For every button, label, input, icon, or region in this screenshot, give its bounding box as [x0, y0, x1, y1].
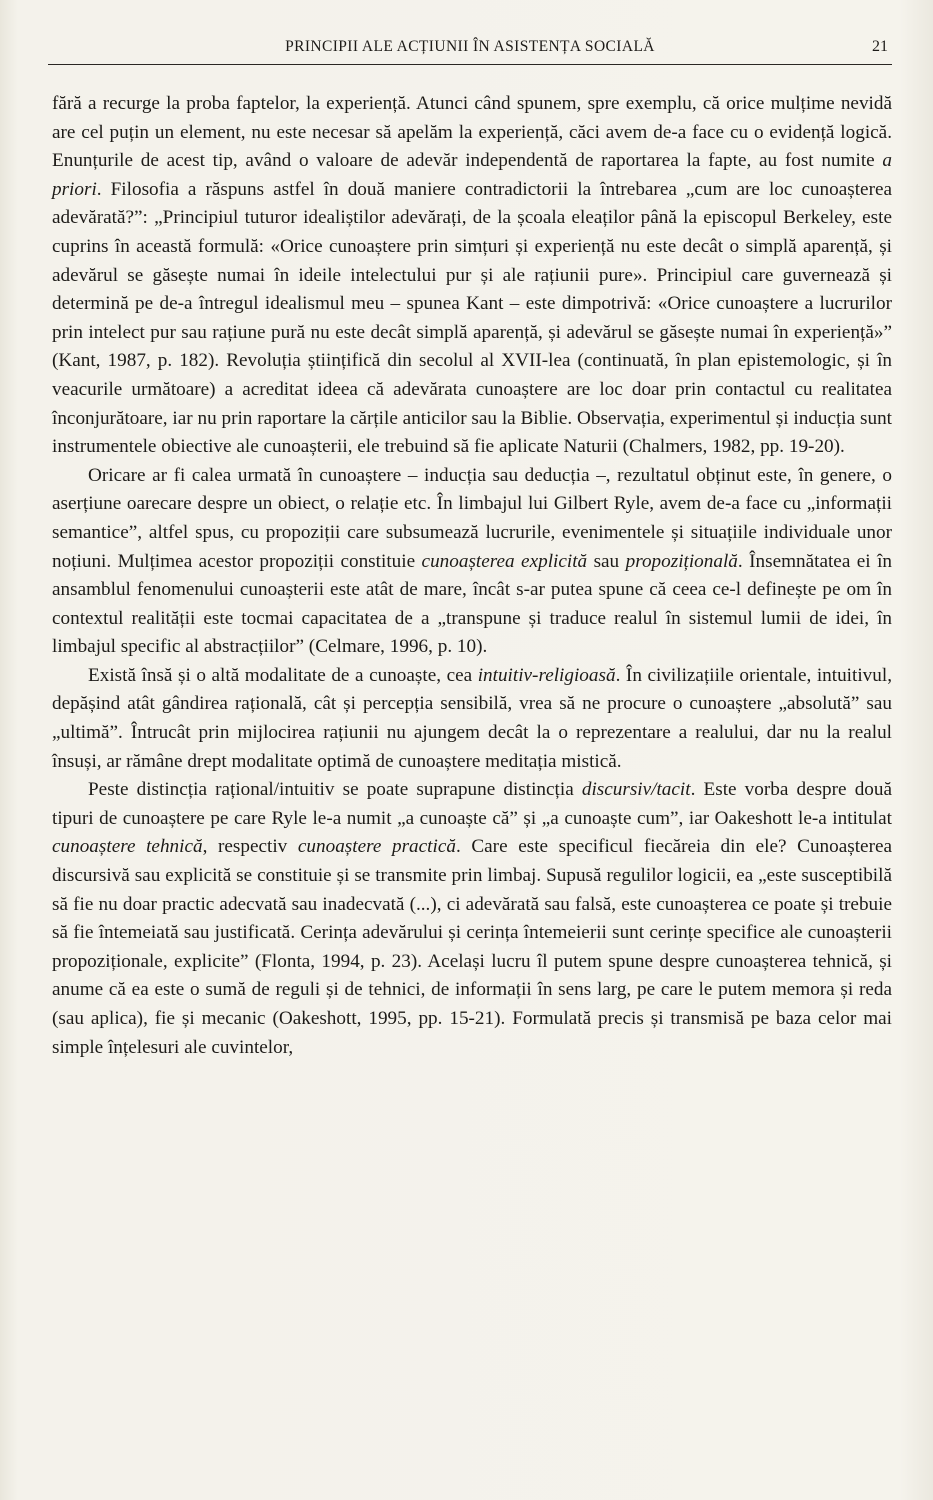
paragraph-3-text-1: Există însă și o altă modalitate de a cunoaște, cea	[88, 664, 478, 686]
paragraph-2-text-1: Oricare ar fi calea urmată în cunoaștere – inducția sau deducția –, rezultatul obținut este, în genere, o aserțiune oarecare despre un obiect, o relație etc. În limbajul lui Gilbert Ryle, avem de-a face cu „informații semantice”, altfel spus, cu propoziții care subsumează lucrurile, evenimentele și situațiile individuale unor noțiuni. Mulțimea acestor propoziții constituie	[52, 464, 892, 572]
paragraph-3-italic-1: intuitiv-religioasă	[477, 664, 616, 686]
paragraph-1-text-1: fără a recurge la proba faptelor, la experiență. Atunci când spunem, spre exemplu, că orice mulțime nevidă are cel puțin un element, nu este necesar să apelăm la experiență, căci avem de-a face cu o evidență logică. Enunțurile de acest tip, având o valoare de adevăr independentă de raportarea la fapte, au fost numite	[52, 93, 892, 172]
paragraph-2-italic-2: propozițională	[625, 550, 738, 572]
running-head	[48, 36, 892, 65]
paragraph-2	[52, 462, 892, 662]
paragraph-4-text-1: Peste distincția rațional/intuitiv se poate suprapune distincția	[88, 779, 582, 801]
paragraph-4	[52, 776, 892, 1062]
paragraph-4-text-3: , respectiv	[202, 836, 298, 858]
body-text	[52, 90, 892, 1062]
paragraph-2-text-2: sau	[587, 550, 626, 572]
paragraph-4-text-2: . Este vorba despre două tipuri de cunoaștere pe care Ryle le-a numit „a cunoaște că” și „a cunoaște cum”, iar Oakeshott le-a intitulat	[52, 779, 892, 829]
paragraph-4-italic-1: discursiv/tacit	[581, 779, 691, 801]
paragraph-1	[52, 90, 892, 462]
paragraph-3	[52, 662, 892, 776]
paragraph-2-italic-1: cunoașterea explicită	[421, 550, 588, 572]
page-number: 21	[872, 38, 888, 55]
paragraph-4-text-4: . Care este specificul fiecăreia din ele? Cunoașterea discursivă sau explicită se constituie și se transmite prin limbaj. Supusă regulilor logicii, ea „este susceptibilă să fie nu doar practic adecvată sau inadecvată (...), ci adevărată sau falsă, este cunoașterea ce poate și trebuie să fie întemeiată sau justificată. Cerința adevărului și cerința întemeierii sunt cerințe specifice ale cunoașterii propoziționale, explicite” (Flonta, 1994, p. 23). Același lucru îl putem spune despre cunoașterea tehnică, și anume că ea este o sumă de reguli și de tehnici, de informații în sens larg, pe care le putem memora și reda (sau aplica), fie și mecanic (Oakeshott, 1995, pp. 15-21). Formulată precis și transmisă pe baza celor mai simple înțelesuri ale cuvintelor,	[52, 836, 892, 1058]
paragraph-1-italic-1: a priori	[52, 150, 892, 200]
paragraph-4-italic-3: cunoaștere practică	[297, 836, 456, 858]
paragraph-2-text-3: . Însemnătatea ei în ansamblul fenomenului cunoașterii este atât de mare, încât s-ar putea spune că ceea ce-l definește pe om în contextul realității este tocmai capacitatea de a „transpune și traduce realul în sistemul lumii de idei, în limbajul specific al abstracțiilor” (Celmare, 1996, p. 10).	[52, 550, 893, 658]
paragraph-1-text-2: . Filosofia a răspuns astfel în două maniere contradictorii la întrebarea „cum are loc cunoașterea adevărată?”: „Principiul tuturor idealiștilor adevărați, de la școala eleaților până la episcopul Berkeley, este cuprins în această formulă: «Orice cunoaștere prin simțuri și experiență nu este decât o simplă aparență, și adevărul se găsește numai în ideile intelectului pur și ale rațiunii pure». Principiul care guvernează și determină pe de-a întregul idealismul meu – spunea Kant – este dimpotrivă: «Orice cunoaștere a lucrurilor prin intelect pur sau rațiune pură nu este decât simplă aparență, și adevărul se găsește numai în experiență»” (Kant, 1987, p. 182). Revoluția științifică din secolul al XVII-lea (continuată, în plan epistemologic, și în veacurile următoare) a acreditat ideea că adevărata cunoaștere are loc doar prin contactul cu realitatea înconjurătoare, iar nu prin raportare la cărțile anticilor sau la Biblie. Observația, experimentul și inducția sunt instrumentele obiective ale cunoașterii, ele trebuind să fie aplicate Naturii (Chalmers, 1982, pp. 19-20).	[52, 178, 892, 458]
running-title: PRINCIPII ALE ACȚIUNII ÎN ASISTENȚA SOCIALĂ	[285, 38, 655, 55]
paragraph-3-text-2: . În civilizațiile orientale, intuitivul, depășind atât gândirea rațională, cât și percepția sensibilă, vrea să ne procure o cunoaștere „absolută” sau „ultimă”. Întrucât prin mijlocirea rațiunii nu ajungem decât la o reprezentare a realului, dar nu la realul însuși, ar rămâne drept modalitate optimă de cunoaștere meditația mistică.	[52, 664, 892, 772]
paragraph-4-italic-2: cunoaștere tehnică	[52, 836, 203, 858]
